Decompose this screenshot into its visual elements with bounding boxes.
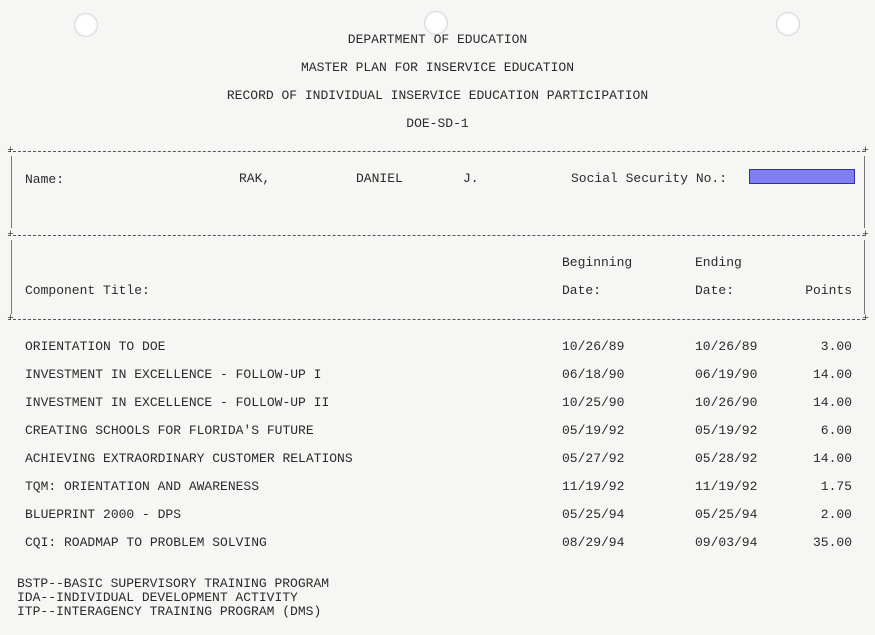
row-begin-date: 06/18/90 bbox=[562, 367, 625, 382]
box-border-right bbox=[864, 240, 865, 314]
middle-initial: J. bbox=[463, 171, 479, 186]
col-ending-date: Date: bbox=[695, 283, 735, 298]
row-points: 14.00 bbox=[812, 395, 852, 410]
row-end-date: 06/19/90 bbox=[695, 367, 758, 382]
row-begin-date: 05/19/92 bbox=[562, 423, 625, 438]
col-beginning: Beginning bbox=[562, 255, 633, 270]
col-ending: Ending bbox=[695, 255, 742, 270]
row-end-date: 10/26/89 bbox=[695, 339, 758, 354]
rule-corner-mark: + bbox=[862, 145, 869, 157]
row-title: CREATING SCHOOLS FOR FLORIDA'S FUTURE bbox=[25, 423, 314, 438]
row-begin-date: 05/25/94 bbox=[562, 507, 625, 522]
box-border-right bbox=[864, 156, 865, 228]
row-title: INVESTMENT IN EXCELLENCE - FOLLOW-UP I bbox=[25, 367, 322, 382]
row-end-date: 05/28/92 bbox=[695, 451, 758, 466]
row-points: 1.75 bbox=[820, 479, 852, 494]
rule-middle bbox=[8, 235, 865, 236]
row-points: 14.00 bbox=[812, 367, 852, 382]
row-end-date: 05/25/94 bbox=[695, 507, 758, 522]
row-begin-date: 05/27/92 bbox=[562, 451, 625, 466]
header-master-plan: MASTER PLAN FOR INSERVICE EDUCATION bbox=[300, 60, 575, 75]
row-title: BLUEPRINT 2000 - DPS bbox=[25, 507, 182, 522]
row-points: 3.00 bbox=[820, 339, 852, 354]
legend-item: ITP--INTERAGENCY TRAINING PROGRAM (DMS) bbox=[17, 604, 322, 619]
first-name: DANIEL bbox=[356, 171, 403, 186]
row-begin-date: 10/25/90 bbox=[562, 395, 625, 410]
last-name: RAK, bbox=[239, 171, 271, 186]
legend-item: IDA--INDIVIDUAL DEVELOPMENT ACTIVITY bbox=[17, 590, 298, 605]
row-points: 6.00 bbox=[820, 423, 852, 438]
rule-corner-mark: + bbox=[862, 229, 869, 241]
ssn-label: Social Security No.: bbox=[571, 171, 728, 186]
col-beginning-date: Date: bbox=[562, 283, 602, 298]
row-begin-date: 08/29/94 bbox=[562, 535, 625, 550]
ssn-redaction-box bbox=[749, 169, 855, 184]
header-record-title: RECORD OF INDIVIDUAL INSERVICE EDUCATION PARTICIPATION bbox=[226, 88, 649, 103]
row-end-date: 09/03/94 bbox=[695, 535, 758, 550]
header-form-code: DOE-SD-1 bbox=[406, 116, 469, 131]
legend-item: BSTP--BASIC SUPERVISORY TRAINING PROGRAM bbox=[17, 576, 330, 591]
box-border-left bbox=[11, 240, 12, 314]
row-points: 14.00 bbox=[812, 451, 852, 466]
rule-corner-mark: + bbox=[862, 313, 869, 325]
row-end-date: 05/19/92 bbox=[695, 423, 758, 438]
col-points: Points bbox=[805, 283, 852, 298]
rule-top bbox=[8, 151, 865, 152]
rule-corner-mark: + bbox=[7, 145, 14, 157]
row-title: TQM: ORIENTATION AND AWARENESS bbox=[25, 479, 260, 494]
row-end-date: 11/19/92 bbox=[695, 479, 758, 494]
name-label: Name: bbox=[25, 172, 65, 187]
row-title: ACHIEVING EXTRAORDINARY CUSTOMER RELATIONS bbox=[25, 451, 353, 466]
box-border-left bbox=[11, 156, 12, 228]
row-points: 2.00 bbox=[820, 507, 852, 522]
header-department: DEPARTMENT OF EDUCATION bbox=[347, 32, 528, 47]
row-title: CQI: ROADMAP TO PROBLEM SOLVING bbox=[25, 535, 267, 550]
rule-corner-mark: + bbox=[7, 229, 14, 241]
col-component-title: Component Title: bbox=[25, 283, 150, 298]
row-title: INVESTMENT IN EXCELLENCE - FOLLOW-UP II bbox=[25, 395, 330, 410]
row-begin-date: 11/19/92 bbox=[562, 479, 625, 494]
rule-corner-mark: + bbox=[7, 313, 14, 325]
rule-bottom bbox=[8, 319, 865, 320]
row-title: ORIENTATION TO DOE bbox=[25, 339, 166, 354]
row-points: 35.00 bbox=[812, 535, 852, 550]
row-end-date: 10/26/90 bbox=[695, 395, 758, 410]
row-begin-date: 10/26/89 bbox=[562, 339, 625, 354]
